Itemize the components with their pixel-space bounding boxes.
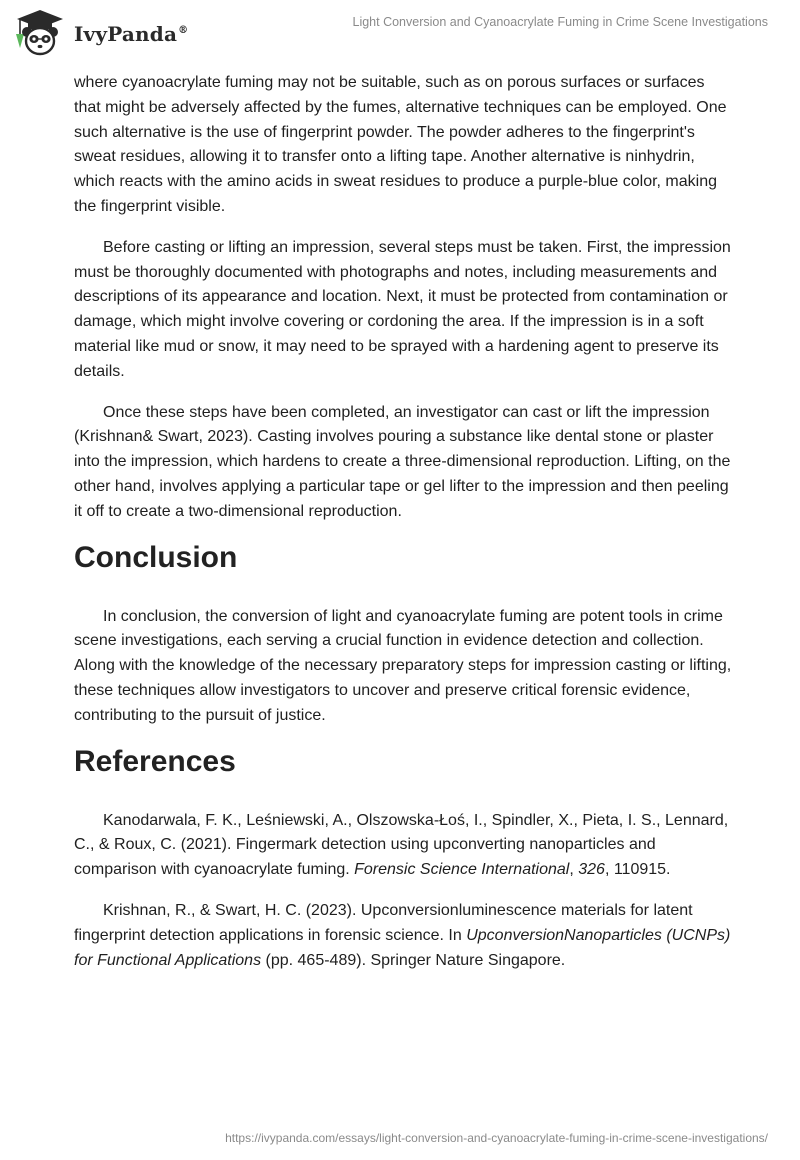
reference-1-journal: Forensic Science International: [354, 861, 570, 879]
source-url[interactable]: https://ivypanda.com/essays/light-conversion-and-cyanoacrylate-fuming-in-crime-scene-investigations/: [225, 1131, 768, 1145]
page-header: [0, 0, 800, 62]
references-heading: References: [74, 744, 236, 778]
ivypanda-logo[interactable]: [14, 8, 188, 56]
conclusion-paragraph: In conclusion, the conversion of light and cyanoacrylate fuming are potent tools in crime scene investigations, each serving a crucial function in evidence detection and collection. Along with the knowledge of the necessary preparatory steps for impression casting or lifting, these techniques allow investigators to uncover and preserve critical forensic evidence, contributing to the pursuit of justice.: [74, 607, 732, 724]
reference-2-publisher: (pp. 465-489). Springer Nature Singapore.: [261, 951, 566, 969]
reference-2-book-title: UpconversionNanoparticles (UCNPs) for Functional Applications: [74, 926, 731, 969]
reference-entry-2: [74, 899, 734, 973]
panda-graduate-icon: [14, 8, 66, 56]
reference-1-volume: 326: [578, 861, 605, 879]
reference-2-authors-title: Krishnan, R., & Swart, H. C. (2023). Upconversionluminescence materials for latent fingerprint detection applications in forensic science. In: [74, 901, 693, 944]
body-paragraph-3: Once these steps have been completed, an investigator can cast or lift the impression (Krishnan& Swart, 2023). Casting involves pouring a substance like dental stone or plaster into the impression, which hardens to create a three-dimensional reproduction. Lifting, on the other hand, involves applying a particular tape or gel lifter to the impression and then peeling it off to create a two-dimensional reproduction.: [74, 403, 731, 520]
body-paragraph-1: where cyanoacrylate fuming may not be suitable, such as on porous surfaces or surfaces that might be adversely affected by the fumes, alternative techniques can be employed. One such alternative is the use of fingerprint powder. The powder adheres to the fingerprint's sweat residues, allowing it to transfer onto a lifting tape. Another alternative is ninhydrin, which reacts with the amino acids in sweat residues to produce a purple-blue color, making the fingerprint visible.: [74, 74, 727, 215]
logo-text: [74, 22, 188, 46]
reference-entry-1: [74, 809, 734, 883]
reference-1-pages: , 110915.: [604, 861, 671, 879]
body-paragraph-2: Before casting or lifting an impression, several steps must be taken. First, the impression must be thoroughly documented with photographs and notes, including measurements and descriptions of its appearance and location. Next, it must be protected from contamination or damage, which might involve covering or cordoning the area. If the impression is in a soft material like mud or snow, it may need to be sprayed with a hardening agent to preserve its details.: [74, 238, 731, 380]
essay-content: [74, 71, 734, 989]
reference-1-authors-title: Kanodarwala, F. K., Leśniewski, A., Olszowska-Łoś, I., Spindler, X., Pieta, I. S., Lennard, C., & Roux, C. (2021). Fingermark detection using upconverting nanoparticles and comparison with cyanoacrylate fuming.: [74, 811, 729, 879]
reference-1-separator: ,: [569, 861, 579, 879]
logo-wordmark: IvyPanda: [74, 22, 178, 46]
registered-mark: ®: [178, 25, 189, 37]
conclusion-heading: Conclusion: [74, 540, 238, 574]
document-title: Light Conversion and Cyanoacrylate Fuming in Crime Scene Investigations: [352, 15, 768, 29]
